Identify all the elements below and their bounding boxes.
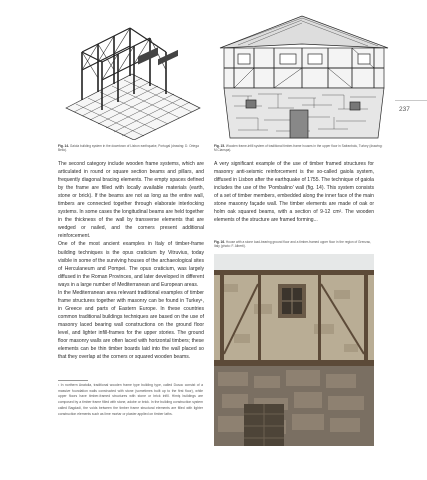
right-column-text — [214, 160, 374, 224]
footnote-rule — [58, 380, 88, 381]
wooden-house-drawing — [218, 14, 390, 140]
figure-16-caption — [214, 240, 376, 249]
footnote: ¹ In northern Anatolia, traditional wooden frame type building type, called Dusoc consist of a massive foundation walls constructed with stone (sometimes built up to the first floor), while upper floors have timber-framed structures with stone or brick infill. Himiş buildings are composed by a timber frame filled with stone, adobe or brick. In the building construction system called Bagdadi, the voids between the timber frame structural elements are filled with lighter construction elements such as lime mortar or plaster applied on timber laths. — [58, 383, 203, 416]
figure-16-photo — [214, 254, 374, 446]
figure-14-caption — [58, 144, 208, 153]
page-number-rule — [395, 100, 427, 101]
house-photograph — [214, 254, 374, 446]
left-paragraph-2: One of the most ancient examples in Italy of timber-frame building techniques is the opus craticium by Vitruvius, today visible in some of the surviving houses of the archaeological sites of Herculaneum and Pompei. The opus craticium, was largely diffused in the Roman Provinces, and later developed in different ways in a large number of Mediterranean and European areas. — [58, 241, 204, 288]
figure-15-caption — [214, 144, 384, 153]
left-paragraph-1: The second category include wooden frame systems, which are articulated in round or square section beams and pillars, and frequently diagonal bracing elements. The empty spaces defined by the frame are filled with locally available materials (earth, stone or brick). If the beams are not as long as the entire wall, timbers are connected together through elaborate interlocking systems. In some cases the longitudinal beams are held together in the thickness of the wall by transverse elements that are wedged or nailed, and the corners present additional reinforcement. — [58, 161, 204, 240]
figure-14-caption-label: Fig. 14. — [58, 144, 69, 148]
left-paragraph-3: In the Mediterranean area relevant traditional examples of timber frame structures together with masonry can be found in Turkey¹, in Greece and parts of Eastern Europe. In these countries common traditional buildings techniques are based on the use of masonry laced bearing wall constructions on the ground floor level, and lighter infill-frames for the upper stories. The ground floor masonry walls are often laced with horizontal timbers; these elements can be thin timber boards laid into the wall placed so that they overlap at the corners or squared wooden beams. — [58, 289, 204, 361]
figure-15-caption-text: Wooden frame-infill system of traditional timber-frame houses in the upper floor in Safranbolu, Turkey (drawing: M.Cianspa). — [214, 144, 383, 153]
figure-16-caption-text: House with a stone load-bearing ground floor and a timber-framed upper floor in the region of Grenzac, Italy (photo: F. Alberti). — [214, 240, 371, 249]
page-number: 237 — [399, 106, 410, 113]
figure-15-caption-label: Fig. 15. — [214, 144, 225, 148]
timber-frame-isometric-drawing — [62, 22, 204, 140]
figure-14-drawing — [62, 22, 204, 140]
figure-15-drawing — [218, 14, 390, 140]
right-paragraph-1: A very significant example of the use of timber framed structures for masonry anti-seismic reinforcement is the so-called gaiola system, diffused in Lisbon after the earthquake of 1755. The technique of gaiola includes the use of the 'Pombalino' wall (fig. 14). This system consists of a set of timber members, embedded along the inner face of the main stone masonry façade wall. The timber elements are made of oak or holm oak squared beams, with a section of 9-12 cm². The wooden elements of the structure are framed forming... — [214, 161, 374, 224]
figure-16-caption-label: Fig. 16. — [214, 240, 225, 244]
left-column-text — [58, 160, 204, 361]
figure-14-caption-text: Gaiola building system in the downtown of Lisbon earthquake, Portugal (drawing: D. Ortega Bello). — [58, 144, 199, 153]
